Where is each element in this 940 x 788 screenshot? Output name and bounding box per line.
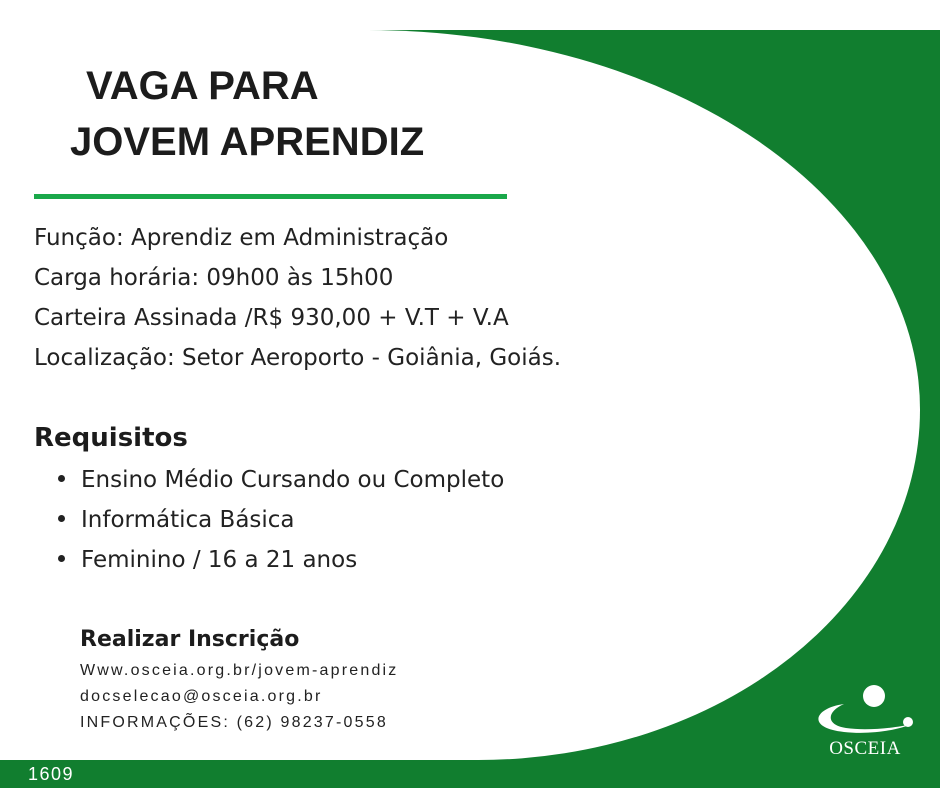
info-location: Localização: Setor Aeroporto - Goiânia, Goiás. [34,345,562,371]
logo-text: OSCEIA [829,738,901,759]
requirement-label: Feminino / 16 a 21 anos [81,547,358,573]
top-white-strip [0,0,940,30]
contact-title: Realizar Inscrição [80,627,300,652]
page-title [70,58,424,170]
info-hours: Carga horária: 09h00 às 15h00 [34,265,394,291]
requirements-title: Requisitos [34,423,188,453]
title-line-2: JOVEM APRENDIZ [70,120,425,164]
email-link[interactable]: docselecao@osceia.org.br [80,688,323,705]
bullet-icon [58,475,65,482]
info-function: Função: Aprendiz em Administração [34,225,449,251]
osceia-logo-icon [800,678,930,738]
requirement-label: Informática Básica [81,507,295,533]
list-item [58,540,504,580]
requirements-list [58,460,504,580]
title-divider [34,194,507,199]
footer-code: 1609 [28,764,75,784]
phone-info: INFORMAÇÕES: (62) 98237-0558 [80,714,388,731]
bullet-icon [58,515,65,522]
job-info-list [34,218,561,378]
contact-block [80,622,399,736]
list-item [58,500,504,540]
website-link[interactable]: Www.osceia.org.br/jovem-aprendiz [80,662,399,679]
list-item [58,460,504,500]
requirement-label: Ensino Médio Cursando ou Completo [81,467,505,493]
info-salary: Carteira Assinada /R$ 930,00 + V.T + V.A [34,305,509,331]
bullet-icon [58,555,65,562]
title-line-1: VAGA PARA [86,64,319,108]
osceia-logo [800,678,930,770]
